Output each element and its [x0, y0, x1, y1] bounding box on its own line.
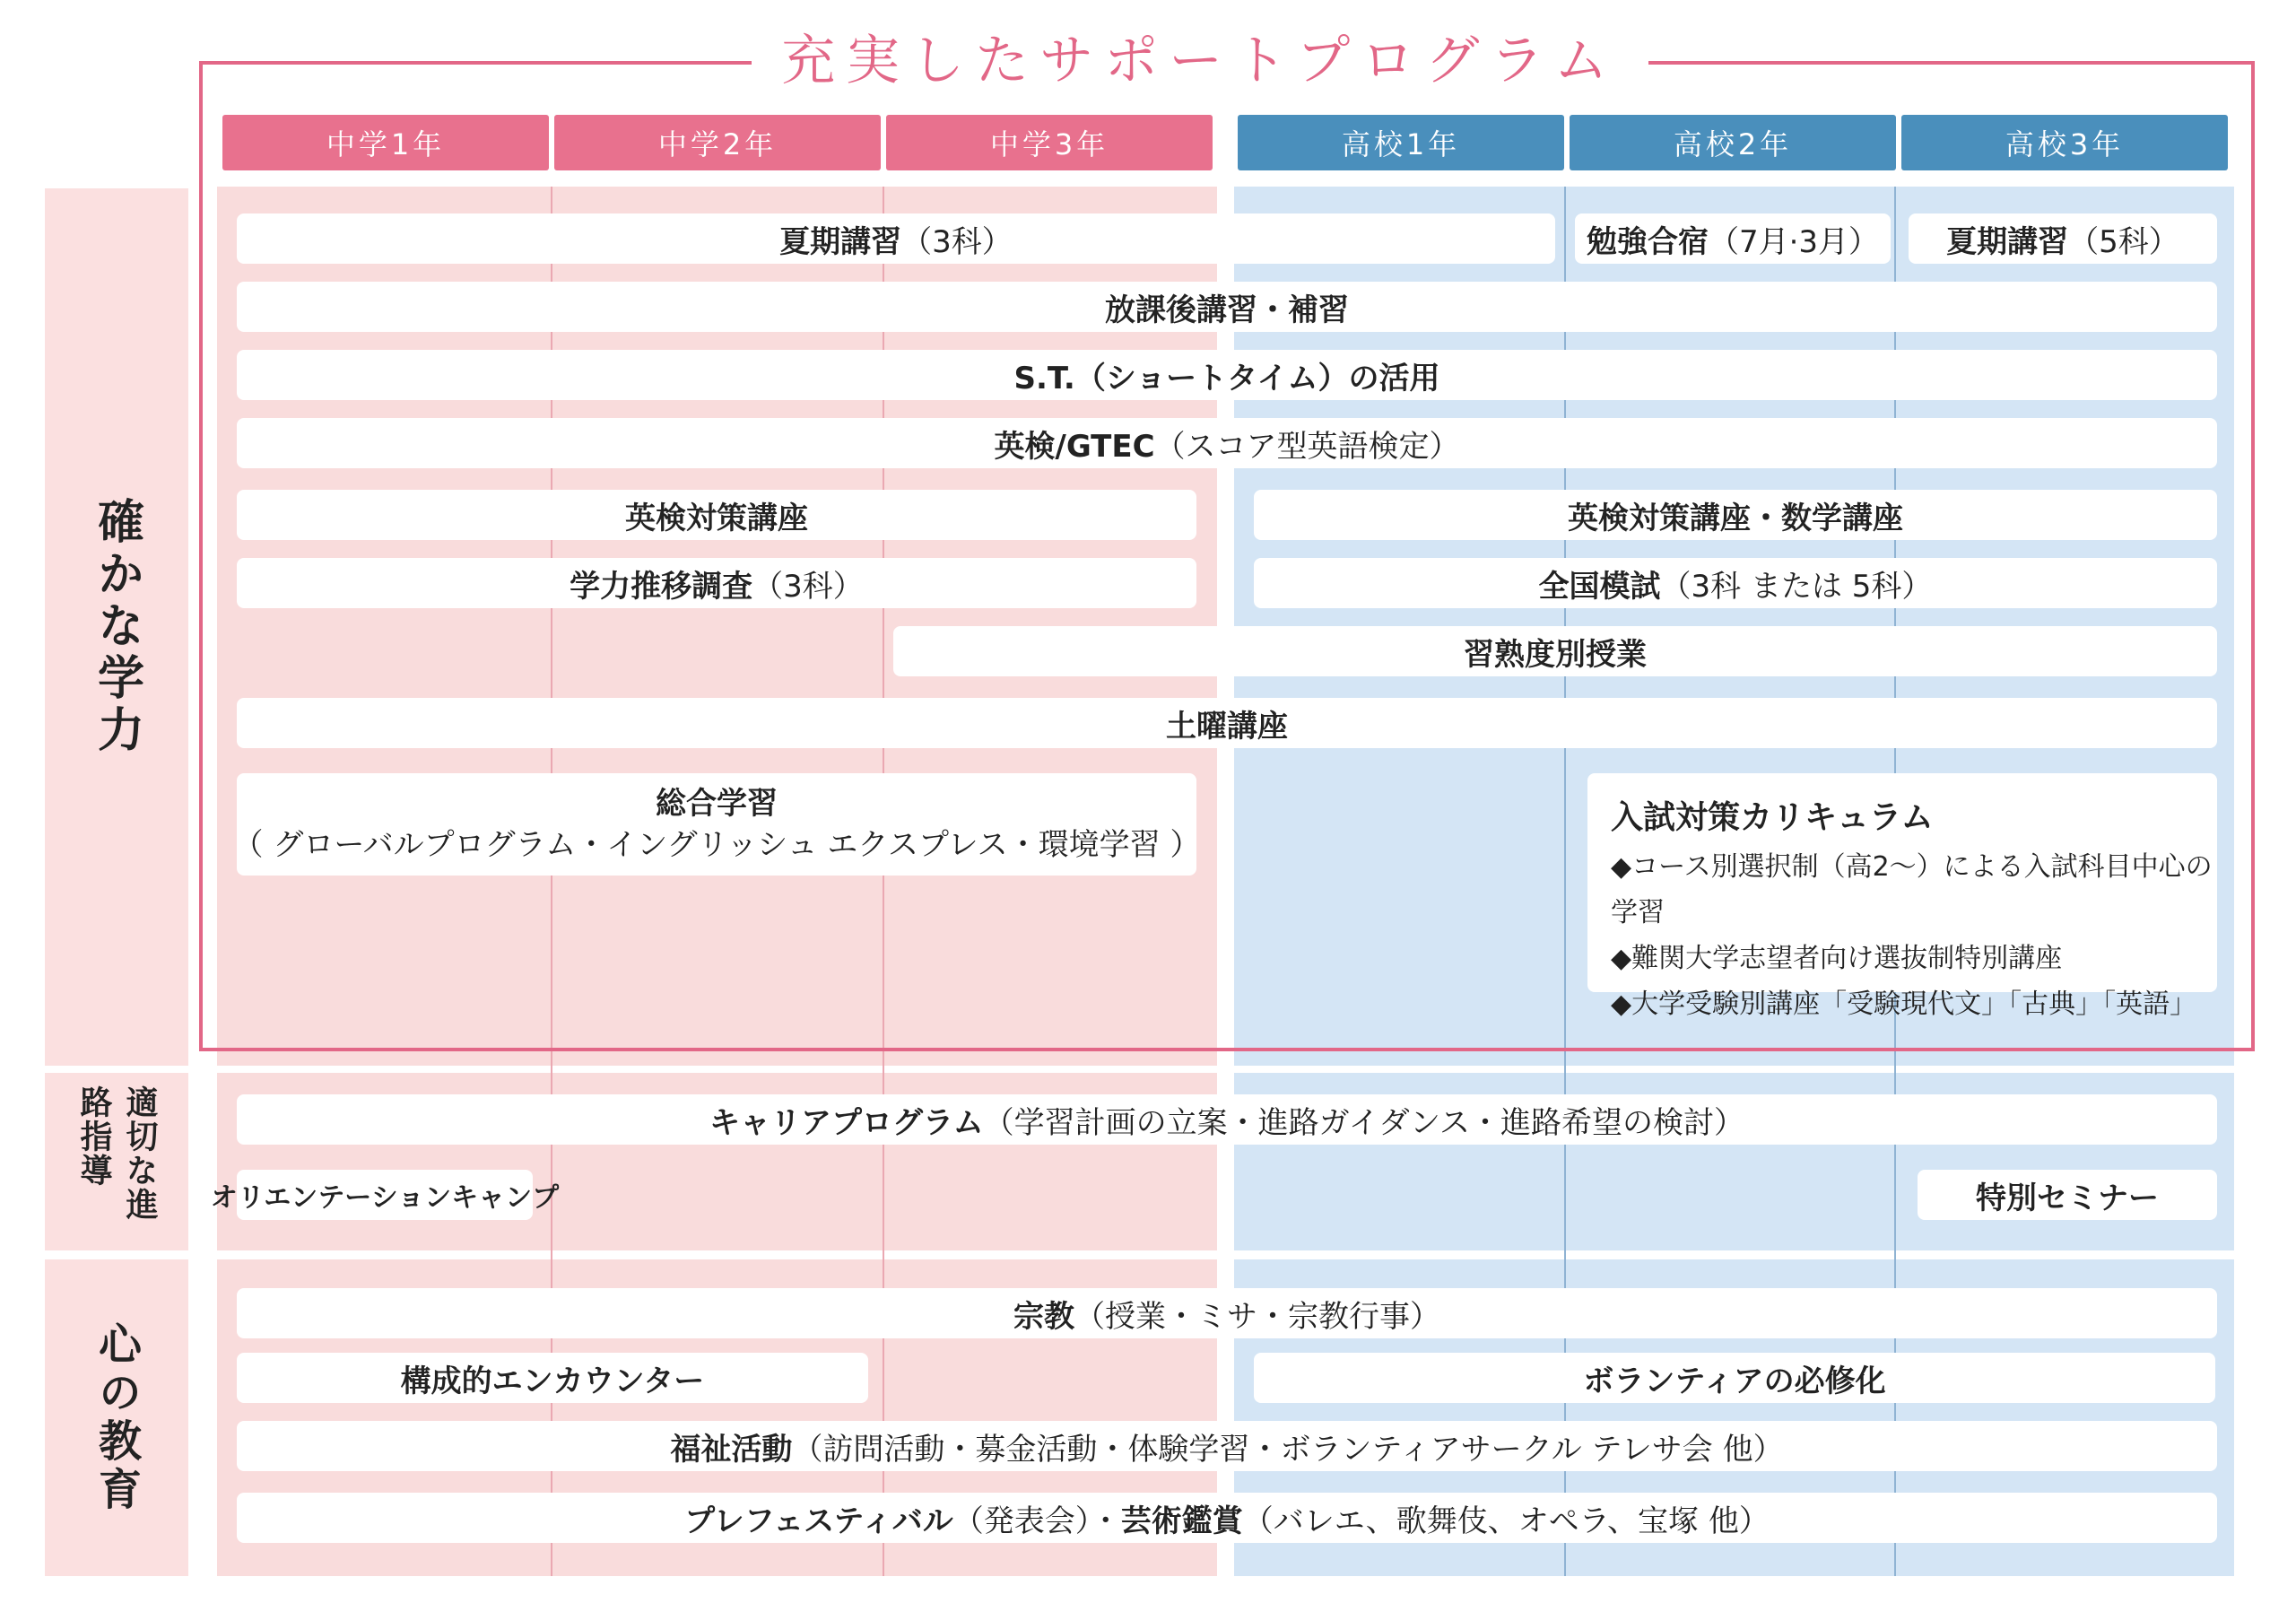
- eiken-gtec-title: 英検/GTEC: [994, 428, 1155, 465]
- eiken-gtec-note: （スコア型英語検定）: [1154, 428, 1460, 465]
- category-heart-label: 心の教育: [91, 1320, 142, 1515]
- special-seminar: [1918, 1170, 2217, 1220]
- short-time-title: S.T.（ショートタイム）の活用: [1013, 360, 1440, 396]
- header-jh1: 中学1年: [222, 115, 549, 170]
- festival-arts: [237, 1493, 2217, 1543]
- religion-title: 宗教: [1013, 1298, 1074, 1335]
- category-academic: [45, 188, 188, 1066]
- study-camp-note: （7月·3月）: [1708, 223, 1880, 260]
- category-guidance-label: 適切な進路指導: [75, 1085, 158, 1222]
- summer-course-jh-title: 夏期講習: [779, 223, 902, 260]
- short-time: [237, 350, 2217, 400]
- eiken-course-jh: [237, 490, 1196, 540]
- volunteer-requirement-title: ボランティアの必修化: [1583, 1363, 1886, 1399]
- art-appreciation-note: （バレエ、歌舞伎、オペラ、宝塚 他）: [1242, 1503, 1770, 1539]
- structured-encounter-title: 構成的エンカウンター: [400, 1363, 705, 1399]
- summer-course-jh: [237, 213, 1555, 264]
- summer-course-hs: [1909, 213, 2217, 264]
- category-heart: [45, 1259, 188, 1576]
- study-camp: [1575, 213, 1891, 264]
- category-academic-label: 確かな学力: [89, 497, 144, 757]
- page-title: 充実したサポートプログラム: [752, 25, 1648, 97]
- integrated-study-title: 総合学習: [656, 786, 778, 822]
- religion: [237, 1288, 2217, 1338]
- pre-festival-title: プレフェスティバル: [684, 1503, 953, 1539]
- summer-course-hs-title: 夏期講習: [1946, 223, 2069, 260]
- orientation-camp-title: オリエンテーションキャンプ: [210, 1182, 560, 1214]
- exam-curriculum-item: ◆難関大学志望者向け選抜制特別講座: [1611, 943, 2063, 974]
- header-hs2: 高校2年: [1570, 115, 1896, 170]
- proficiency-classes-title: 習熟度別授業: [1464, 636, 1647, 673]
- exam-curriculum-title: 入試対策カリキュラム: [1611, 799, 1934, 836]
- national-mock-exam: [1254, 558, 2217, 608]
- achievement-survey-note: （3科）: [752, 568, 864, 605]
- eiken-math-course-hs: [1254, 490, 2217, 540]
- saturday-lectures-title: 土曜講座: [1166, 708, 1288, 745]
- header-jh2: 中学2年: [554, 115, 881, 170]
- exam-curriculum: [1587, 773, 2217, 1020]
- afterschool-lessons-title: 放課後講習・補習: [1105, 292, 1349, 328]
- study-camp-title: 勉強合宿: [1586, 223, 1709, 260]
- summer-course-hs-note: （5科）: [2068, 223, 2179, 260]
- header-hs3: 高校3年: [1901, 115, 2228, 170]
- achievement-survey-title: 学力推移調査: [570, 568, 753, 605]
- national-mock-exam-note: （3科 または 5科）: [1660, 568, 1933, 605]
- exam-curriculum-item: ◆大学受験別講座「受験現代文」「古典」「英語」: [1611, 989, 2197, 1020]
- header-jh3: 中学3年: [886, 115, 1213, 170]
- eiken-course-jh-title: 英検対策講座: [625, 500, 808, 536]
- summer-course-jh-note: （3科）: [901, 223, 1013, 260]
- eiken-math-course-hs-title: 英検対策講座・数学講座: [1568, 500, 1903, 536]
- structured-encounter: [237, 1353, 868, 1403]
- national-mock-exam-title: 全国模試: [1538, 568, 1661, 605]
- special-seminar-title: 特別セミナー: [1976, 1180, 2159, 1216]
- saturday-lectures: [237, 698, 2217, 748]
- career-program-title: キャリアプログラム: [709, 1104, 984, 1141]
- volunteer-requirement: [1254, 1353, 2215, 1403]
- exam-curriculum-item: ◆コース別選択制（高2〜）による入試科目中心の学習: [1611, 851, 2213, 928]
- religion-note: （授業・ミサ・宗教行事）: [1074, 1298, 1440, 1335]
- category-guidance: [45, 1073, 188, 1250]
- welfare-activities-title: 福祉活動: [670, 1431, 793, 1468]
- career-program: [237, 1094, 2217, 1145]
- header-hs1: 高校1年: [1238, 115, 1564, 170]
- career-program-note: （学習計画の立案・進路ガイダンス・進路希望の検討）: [983, 1104, 1744, 1141]
- eiken-gtec: [237, 418, 2217, 468]
- integrated-study: [232, 773, 1201, 876]
- proficiency-classes: [893, 626, 2217, 676]
- integrated-study-note: （ グローバルプログラム・イングリッシュ エクスプレス・環境学習 ）: [232, 827, 1201, 863]
- achievement-survey: [237, 558, 1196, 608]
- afterschool-lessons: [237, 282, 2217, 332]
- welfare-activities-note: （訪問活動・募金活動・体験学習・ボランティアサークル テレサ会 他）: [792, 1431, 1784, 1468]
- orientation-camp: [210, 1170, 560, 1220]
- welfare-activities: [237, 1421, 2217, 1471]
- art-appreciation-title: 芸術鑑賞: [1120, 1503, 1243, 1539]
- pre-festival-note: （発表会）・: [952, 1503, 1121, 1539]
